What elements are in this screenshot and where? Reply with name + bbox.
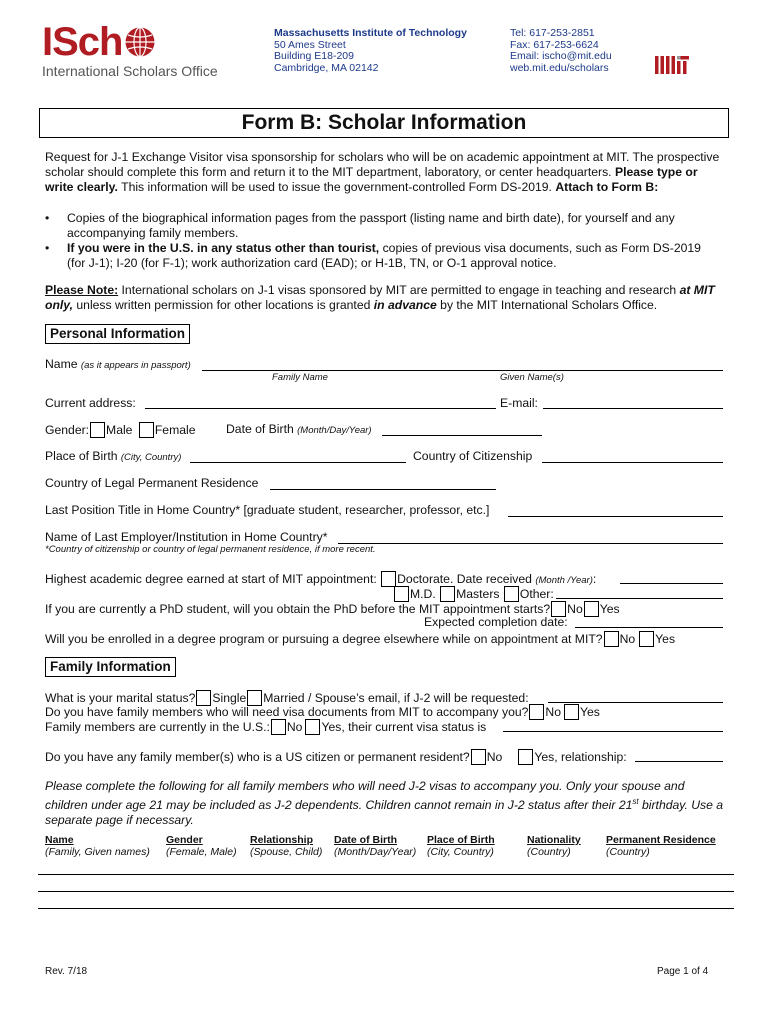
- office-contact: [510, 28, 612, 74]
- phd-yes-checkbox[interactable]: [584, 601, 599, 617]
- street: 50 Ames Street: [274, 38, 346, 51]
- citizen-no-checkbox[interactable]: [471, 749, 486, 765]
- legal-residence-field[interactable]: [270, 489, 496, 490]
- current-address-field[interactable]: [145, 408, 496, 409]
- revision: Rev. 7/18: [45, 966, 88, 977]
- personal-info-heading: Personal Information: [45, 324, 190, 344]
- legal-residence-label: Country of Legal Permanent Residence: [45, 476, 259, 490]
- fax: Fax: 617-253-6624: [510, 38, 599, 51]
- gender-female-checkbox[interactable]: [139, 422, 154, 438]
- visa-docs-no-checkbox[interactable]: [529, 704, 544, 720]
- pob-label: Place of Birth (City, Country): [45, 449, 182, 463]
- expected-completion-label: Expected completion date:: [424, 615, 568, 629]
- col-name: Name (Family, Given names): [45, 834, 150, 858]
- other-degree-checkbox[interactable]: [504, 586, 519, 602]
- email-field[interactable]: [543, 408, 723, 409]
- expected-completion-field[interactable]: [575, 627, 723, 628]
- col-dob: Date of Birth (Month/Day/Year): [334, 834, 417, 858]
- building: Building E18-209: [274, 50, 354, 62]
- website: web.mit.edu/scholars: [510, 61, 609, 74]
- globe-logo-icon: [124, 26, 156, 58]
- family-row-line[interactable]: [38, 891, 734, 892]
- family-row-line[interactable]: [38, 908, 734, 909]
- enrolled-yes-checkbox[interactable]: [639, 631, 654, 647]
- given-names-hint: Given Name(s): [500, 372, 564, 383]
- last-position-field[interactable]: [508, 516, 723, 517]
- enrolled-row: Will you be enrolled in a degree program or pursuing a degree elsewhere while on appointment at MIT? No Yes: [45, 632, 676, 646]
- last-position-label: Last Position Title in Home Country* [graduate student, researcher, professor, etc.]: [45, 503, 490, 517]
- form-title: Form B: Scholar Information: [39, 108, 729, 138]
- doctorate-checkbox[interactable]: [381, 571, 396, 587]
- logo-subtitle: International Scholars Office: [42, 63, 218, 79]
- current-address-label: Current address:: [45, 396, 136, 410]
- intro-paragraph: Request for J-1 Exchange Visitor visa sponsorship for scholars who will be on academic appointment at MIT. The prospective scholar should complete this form and return it to the MIT department, laboratory, or center headquarters. Please type or write clearly. This information will be used to issue the government-controlled Form DS-2019. Attach to Form B:: [45, 150, 720, 194]
- page-number: Page 1 of 4: [657, 966, 709, 977]
- mit-logo-icon: [655, 56, 689, 74]
- spouse-email-field[interactable]: [548, 702, 723, 703]
- visa-docs-row: Do you have family members who will need visa documents from MIT to accompany you? No Yes: [45, 705, 600, 719]
- citizen-row: Do you have any family member(s) who is a US citizen or permanent resident? No Yes, relationship:: [45, 750, 627, 764]
- col-gender: Gender (Female, Male): [166, 834, 237, 858]
- please-note: Please Note: International scholars on J-1 visas sponsored by MIT are permitted to engage in teaching and research at MIT only, unless written permission for other locations is granted in advance by the MIT International Scholars Office.: [45, 283, 715, 312]
- other-degree-field[interactable]: [556, 598, 723, 599]
- dob-label: Date of Birth (Month/Day/Year): [226, 422, 372, 436]
- visa-docs-yes-checkbox[interactable]: [564, 704, 579, 720]
- in-us-yes-checkbox[interactable]: [305, 719, 320, 735]
- relationship-field[interactable]: [635, 761, 723, 762]
- name-field[interactable]: [202, 370, 723, 371]
- citizenship-field[interactable]: [542, 462, 723, 463]
- gender-male-checkbox[interactable]: [90, 422, 105, 438]
- col-nationality: Nationality (Country): [527, 834, 581, 858]
- email-label: E-mail:: [500, 396, 538, 410]
- isch-logo: ISch: [42, 20, 123, 64]
- masters-checkbox[interactable]: [440, 586, 455, 602]
- col-relationship: Relationship (Spouse, Child): [250, 834, 323, 858]
- gender-row: Gender: Male Female: [45, 423, 196, 437]
- degree-options-row: M.D. Masters Other:: [393, 586, 554, 602]
- col-pob: Place of Birth (City, Country): [427, 834, 495, 858]
- in-us-row: Family members are currently in the U.S.: No Yes, their current visa status is: [45, 720, 487, 734]
- phd-row: If you are currently a PhD student, will you obtain the PhD before the MIT appointment starts? No Yes: [45, 602, 620, 616]
- name-label: Name (as it appears in passport): [45, 357, 191, 371]
- institution-name: Massachusetts Institute of Technology: [274, 27, 467, 39]
- last-employer-field[interactable]: [338, 543, 723, 544]
- in-us-no-checkbox[interactable]: [271, 719, 286, 735]
- family-info-heading: Family Information: [45, 657, 176, 677]
- enrolled-no-checkbox[interactable]: [604, 631, 619, 647]
- visa-status-field[interactable]: [503, 731, 723, 732]
- md-checkbox[interactable]: [394, 586, 409, 602]
- marital-row: What is your marital status? Single Married / Spouse’s email, if J-2 will be requested:: [45, 691, 529, 705]
- citizen-yes-checkbox[interactable]: [518, 749, 533, 765]
- office-address: [274, 28, 467, 74]
- city: Cambridge, MA 02142: [274, 61, 379, 74]
- family-row-line[interactable]: [38, 874, 734, 875]
- pob-field[interactable]: [190, 462, 406, 463]
- email: Email: ischo@mit.edu: [510, 50, 612, 62]
- tel: Tel: 617-253-2851: [510, 27, 595, 39]
- family-name-hint: Family Name: [272, 372, 328, 383]
- dependents-instructions: Please complete the following for all family members who will need J-2 visas to accompany you. Only your spouse and children under age 21 may be included as J-2 dependents. Children cannot remain in J-2 status after their 21st birthday. Use a separate page if necessary.: [45, 779, 724, 828]
- country-footnote: *Country of citizenship or country of legal permanent residence, if more recent.: [45, 544, 376, 555]
- last-employer-label: Name of Last Employer/Institution in Home Country*: [45, 530, 328, 544]
- col-permanent-residence: Permanent Residence (Country): [606, 834, 716, 858]
- doctorate-date-field[interactable]: [620, 583, 723, 584]
- citizenship-label: Country of Citizenship: [413, 449, 533, 463]
- dob-field[interactable]: [382, 435, 542, 436]
- degree-row: Highest academic degree earned at start of MIT appointment: Doctorate. Date received (Month /Year):: [45, 572, 597, 586]
